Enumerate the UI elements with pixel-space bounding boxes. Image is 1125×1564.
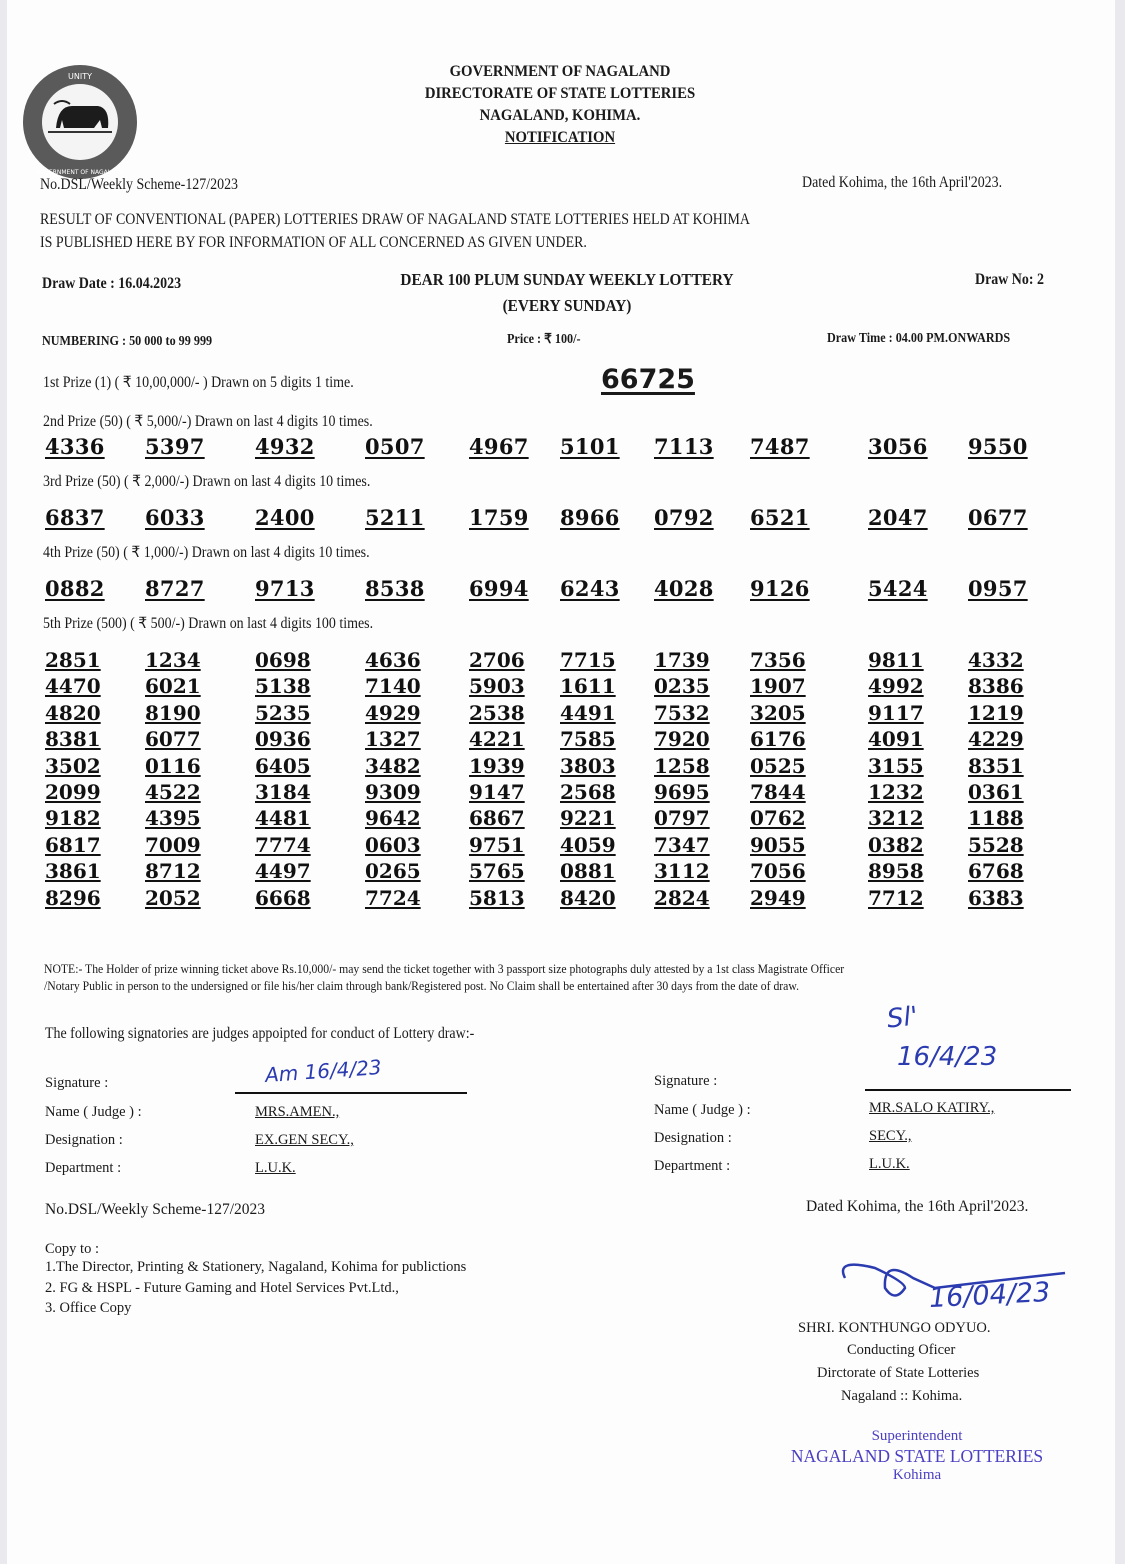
- fifth-prize-number: 9811: [868, 648, 924, 672]
- conducting-officer-signature-date: 16/04/23: [928, 1276, 1051, 1315]
- reference-number: No.DSL/Weekly Scheme-127/2023: [40, 176, 239, 193]
- fifth-prize-number: 4929: [365, 700, 421, 725]
- fifth-prize-number: 0797: [654, 806, 710, 831]
- fifth-prize-number: 4470: [45, 674, 101, 699]
- footer-reference: No.DSL/Weekly Scheme-127/2023: [45, 1201, 266, 1218]
- dated-line: Dated Kohima, the 16th April'2023.: [802, 174, 1003, 191]
- left-judge-designation: EX.GEN SECY.,: [255, 1132, 354, 1148]
- left-signature-line: [235, 1092, 467, 1094]
- prize-number: 0792: [654, 505, 714, 530]
- fifth-prize-number: 0265: [365, 859, 421, 884]
- right-judge-name: MR.SALO KATIRY.,: [869, 1100, 995, 1116]
- prize-number: 6521: [750, 505, 810, 530]
- footer-dated: Dated Kohima, the 16th April'2023.: [806, 1198, 1029, 1215]
- header-directorate: DIRECTORATE OF STATE LOTTERIES: [424, 85, 696, 102]
- prize-number: 5101: [560, 434, 620, 459]
- officer-title: Conducting Oficer: [847, 1342, 956, 1358]
- fifth-prize-number: 0881: [560, 859, 616, 884]
- left-judge-name: MRS.AMEN.,: [255, 1104, 340, 1120]
- fifth-prize-number: 7009: [145, 832, 201, 857]
- right-judge-designation: SECY.,: [869, 1128, 912, 1144]
- fifth-prize-number: 9182: [45, 806, 101, 831]
- fifth-prize-number: 3155: [868, 753, 924, 778]
- left-judge-signature: Am 16/4/23: [264, 1054, 383, 1088]
- officer-place: Nagaland :: Kohima.: [841, 1388, 963, 1404]
- copy-item: 2. FG & HSPL - Future Gaming and Hotel Services Pvt.Ltd.,: [45, 1280, 399, 1296]
- right-judge-signature: Sl': [885, 1001, 920, 1035]
- fifth-prize-label: 5th Prize (500) ( ₹ 500/-) Drawn on last 4 digits 100 times.: [43, 615, 374, 632]
- fifth-prize-number: 1219: [968, 700, 1024, 725]
- fifth-prize-number: 1611: [560, 674, 616, 699]
- lottery-title: DEAR 100 PLUM SUNDAY WEEKLY LOTTERY: [400, 270, 734, 289]
- fifth-prize-number: 6077: [145, 727, 201, 752]
- fifth-prize-number: 2568: [560, 780, 616, 804]
- right-department-label: Department :: [654, 1158, 731, 1174]
- fifth-prize-number: 5138: [255, 674, 311, 699]
- fifth-prize-number: 9117: [868, 700, 924, 725]
- fifth-prize-number: 6383: [968, 885, 1024, 910]
- prize-number: 4967: [469, 434, 529, 459]
- right-judge-signature-date: 16/4/23: [897, 1042, 998, 1072]
- left-judge-department: L.U.K.: [255, 1160, 296, 1176]
- ticket-price: Price : ₹ 100/-: [507, 331, 581, 346]
- copy-item: 1.The Director, Printing & Stationery, Nagaland, Kohima for publictions: [45, 1259, 467, 1275]
- fifth-prize-number: 6021: [145, 674, 201, 699]
- fifth-prize-number: 8712: [145, 859, 201, 884]
- fifth-prize-number: 9751: [469, 832, 525, 857]
- draw-time: Draw Time : 04.00 PM.ONWARDS: [827, 330, 1011, 345]
- fifth-prize-number: 7356: [750, 648, 806, 672]
- left-designation-label: Designation :: [45, 1132, 123, 1148]
- right-judge-department: L.U.K.: [869, 1156, 910, 1172]
- fifth-prize-number: 2538: [469, 700, 525, 725]
- fifth-prize-number: 5813: [469, 885, 525, 910]
- fifth-prize-number: 7585: [560, 727, 616, 752]
- fifth-prize-number: 7056: [750, 859, 806, 884]
- fifth-prize-number: 7844: [750, 780, 806, 804]
- prize-number: 5397: [145, 434, 205, 459]
- fifth-prize-number: 9695: [654, 780, 710, 804]
- prize-number: 6243: [560, 576, 620, 601]
- fifth-prize-number: 1188: [968, 806, 1024, 831]
- first-prize-label: 1st Prize (1) ( ₹ 10,00,000/- ) Drawn on 5 digits 1 time.: [43, 374, 354, 391]
- stamp-place: Kohima: [892, 1467, 942, 1483]
- fifth-prize-number: 7347: [654, 832, 710, 857]
- prize-number: 9550: [968, 434, 1028, 459]
- second-prize-label: 2nd Prize (50) ( ₹ 5,000/-) Drawn on last 4 digits 10 times.: [43, 413, 373, 430]
- stamp-title: Superintendent: [871, 1428, 963, 1444]
- fifth-prize-number: 6768: [968, 859, 1024, 884]
- prize-number: 0957: [968, 576, 1028, 601]
- fifth-prize-number: 6176: [750, 727, 806, 752]
- right-signature-label: Signature :: [654, 1073, 718, 1089]
- prize-number: 3056: [868, 434, 928, 459]
- prize-number: 5211: [365, 505, 425, 530]
- copy-to-label: Copy to :: [45, 1241, 99, 1257]
- draw-number: Draw No: 2: [975, 271, 1044, 288]
- fifth-prize-number: 0361: [968, 780, 1024, 804]
- fifth-prize-number: 6867: [469, 806, 525, 831]
- fifth-prize-number: 2851: [45, 648, 101, 672]
- fifth-prize-number: 5235: [255, 700, 311, 725]
- note-line-1: NOTE:- The Holder of prize winning ticket above Rs.10,000/- may send the ticket together with 3 passport size photographs duly attested by a 1st class Magistrate Officer: [44, 961, 845, 976]
- prize-number: 7113: [654, 434, 714, 459]
- fifth-prize-number: 4481: [255, 806, 311, 831]
- fifth-prize-number: 4497: [255, 859, 311, 884]
- fifth-prize-number: 4332: [968, 648, 1024, 672]
- fifth-prize-number: 0936: [255, 727, 311, 752]
- fifth-prize-number: 2949: [750, 885, 806, 910]
- prize-number: 6033: [145, 505, 205, 530]
- intro-line-1: RESULT OF CONVENTIONAL (PAPER) LOTTERIES DRAW OF NAGALAND STATE LOTTERIES HELD AT KOHIMA: [40, 211, 751, 228]
- prize-number: 1759: [469, 505, 529, 530]
- fifth-prize-number: 9147: [469, 780, 525, 804]
- fifth-prize-number: 0116: [145, 753, 201, 778]
- fifth-prize-number: 4820: [45, 700, 101, 725]
- fifth-prize-number: 8381: [45, 727, 101, 752]
- fifth-prize-number: 5528: [968, 832, 1024, 857]
- fifth-prize-number: 7715: [560, 648, 616, 672]
- fifth-prize-number: 4522: [145, 780, 201, 804]
- prize-number: 0507: [365, 434, 425, 459]
- fifth-prize-number: 2052: [145, 885, 201, 910]
- numbering-range: NUMBERING : 50 000 to 99 999: [42, 333, 213, 348]
- fifth-prize-number: 1907: [750, 674, 806, 699]
- right-signature-line: [865, 1089, 1071, 1091]
- fifth-prize-number: 1232: [868, 780, 924, 804]
- fifth-prize-number: 1739: [654, 648, 710, 672]
- nagaland-emblem-logo: [20, 62, 140, 182]
- prize-number: 6837: [45, 505, 105, 530]
- fourth-prize-label: 4th Prize (50) ( ₹ 1,000/-) Drawn on last 4 digits 10 times.: [43, 544, 370, 561]
- prize-number: 4028: [654, 576, 714, 601]
- fifth-prize-number: 8420: [560, 885, 616, 910]
- mithun-emblem-icon: [20, 62, 140, 182]
- prize-number: 8538: [365, 576, 425, 601]
- draw-date: Draw Date : 16.04.2023: [42, 275, 182, 292]
- prize-number: 6994: [469, 576, 529, 601]
- document-page: [7, 0, 1115, 1564]
- header-government: GOVERNMENT OF NAGALAND: [449, 63, 671, 80]
- fifth-prize-number: 0603: [365, 832, 421, 857]
- left-name-label: Name ( Judge ) :: [45, 1104, 142, 1120]
- lottery-subtitle: (EVERY SUNDAY): [502, 296, 632, 315]
- fifth-prize-number: 6817: [45, 832, 101, 857]
- fifth-prize-number: 1939: [469, 753, 525, 778]
- fifth-prize-number: 2824: [654, 885, 710, 910]
- fifth-prize-number: 4229: [968, 727, 1024, 752]
- fifth-prize-number: 2099: [45, 780, 101, 804]
- fifth-prize-number: 3482: [365, 753, 421, 778]
- fifth-prize-number: 8190: [145, 700, 201, 725]
- fifth-prize-number: 0698: [255, 648, 311, 672]
- fifth-prize-number: 1234: [145, 648, 201, 672]
- prize-number: 9713: [255, 576, 315, 601]
- third-prize-label: 3rd Prize (50) ( ₹ 2,000/-) Drawn on last 4 digits 10 times.: [43, 473, 371, 490]
- left-signature-label: Signature :: [45, 1075, 109, 1091]
- fifth-prize-number: 3112: [654, 859, 710, 884]
- fifth-prize-number: 1258: [654, 753, 710, 778]
- right-name-label: Name ( Judge ) :: [654, 1102, 751, 1118]
- fifth-prize-number: 8296: [45, 885, 101, 910]
- prize-number: 7487: [750, 434, 810, 459]
- prize-number: 5424: [868, 576, 928, 601]
- fifth-prize-number: 4636: [365, 648, 421, 672]
- prize-number: 9126: [750, 576, 810, 601]
- fifth-prize-number: 8386: [968, 674, 1024, 699]
- fifth-prize-number: 3205: [750, 700, 806, 725]
- copy-item: 3. Office Copy: [45, 1300, 132, 1316]
- fifth-prize-number: 0525: [750, 753, 806, 778]
- fifth-prize-number: 3502: [45, 753, 101, 778]
- officer-organization: Dirctorate of State Lotteries: [817, 1365, 980, 1381]
- fifth-prize-number: 7920: [654, 727, 710, 752]
- svg-text:UNITY: UNITY: [68, 72, 92, 81]
- prize-number: 8966: [560, 505, 620, 530]
- prize-number: 4336: [45, 434, 105, 459]
- prize-number: 4932: [255, 434, 315, 459]
- fifth-prize-number: 4992: [868, 674, 924, 699]
- prize-number: 2400: [255, 505, 315, 530]
- fifth-prize-number: 7724: [365, 885, 421, 910]
- fifth-prize-number: 3212: [868, 806, 924, 831]
- prize-number: 0677: [968, 505, 1028, 530]
- note-line-2: /Notary Public in person to the undersigned or file his/her claim through bank/Registered post. No Claim shall be entertained after 30 days from the date of draw.: [44, 978, 800, 993]
- fifth-prize-number: 3803: [560, 753, 616, 778]
- fifth-prize-number: 2706: [469, 648, 525, 672]
- fifth-prize-number: 9055: [750, 832, 806, 857]
- header-notification: NOTIFICATION: [504, 129, 616, 146]
- header-location: NAGALAND, KOHIMA.: [479, 107, 641, 124]
- right-designation-label: Designation :: [654, 1130, 732, 1146]
- officer-name: SHRI. KONTHUNGO ODYUO.: [798, 1320, 991, 1336]
- fifth-prize-number: 8958: [868, 859, 924, 884]
- fifth-prize-number: 7140: [365, 674, 421, 699]
- fifth-prize-number: 7712: [868, 885, 924, 910]
- fifth-prize-number: 5765: [469, 859, 525, 884]
- stamp-org: NAGALAND STATE LOTTERIES: [790, 1446, 1044, 1466]
- fifth-prize-number: 8351: [968, 753, 1024, 778]
- prize-number: 2047: [868, 505, 928, 530]
- fifth-prize-number: 5903: [469, 674, 525, 699]
- fifth-prize-number: 3861: [45, 859, 101, 884]
- prize-number: 8727: [145, 576, 205, 601]
- fifth-prize-number: 4221: [469, 727, 525, 752]
- fifth-prize-number: 9642: [365, 806, 421, 831]
- fifth-prize-number: 4091: [868, 727, 924, 752]
- fifth-prize-number: 7774: [255, 832, 311, 857]
- fifth-prize-number: 4059: [560, 832, 616, 857]
- fifth-prize-number: 4395: [145, 806, 201, 831]
- fifth-prize-number: 6668: [255, 885, 311, 910]
- fifth-prize-number: 0382: [868, 832, 924, 857]
- fifth-prize-number: 0762: [750, 806, 806, 831]
- fifth-prize-number: 7532: [654, 700, 710, 725]
- left-department-label: Department :: [45, 1160, 122, 1176]
- intro-line-2: IS PUBLISHED HERE BY FOR INFORMATION OF ALL CONCERNED AS GIVEN UNDER.: [40, 234, 587, 251]
- fifth-prize-number: 4491: [560, 700, 616, 725]
- fifth-prize-number: 3184: [255, 780, 311, 804]
- fifth-prize-number: 6405: [255, 753, 311, 778]
- fifth-prize-number: 9221: [560, 806, 616, 831]
- fifth-prize-number: 1327: [365, 727, 421, 752]
- first-prize-number: 66725: [601, 364, 695, 395]
- prize-number: 0882: [45, 576, 105, 601]
- judges-intro: The following signatories are judges appoipted for conduct of Lottery draw:-: [45, 1025, 475, 1042]
- svg-text:GOVERNMENT OF NAGALAND: GOVERNMENT OF NAGALAND: [35, 169, 125, 176]
- fifth-prize-number: 0235: [654, 674, 710, 699]
- fifth-prize-number: 9309: [365, 780, 421, 804]
